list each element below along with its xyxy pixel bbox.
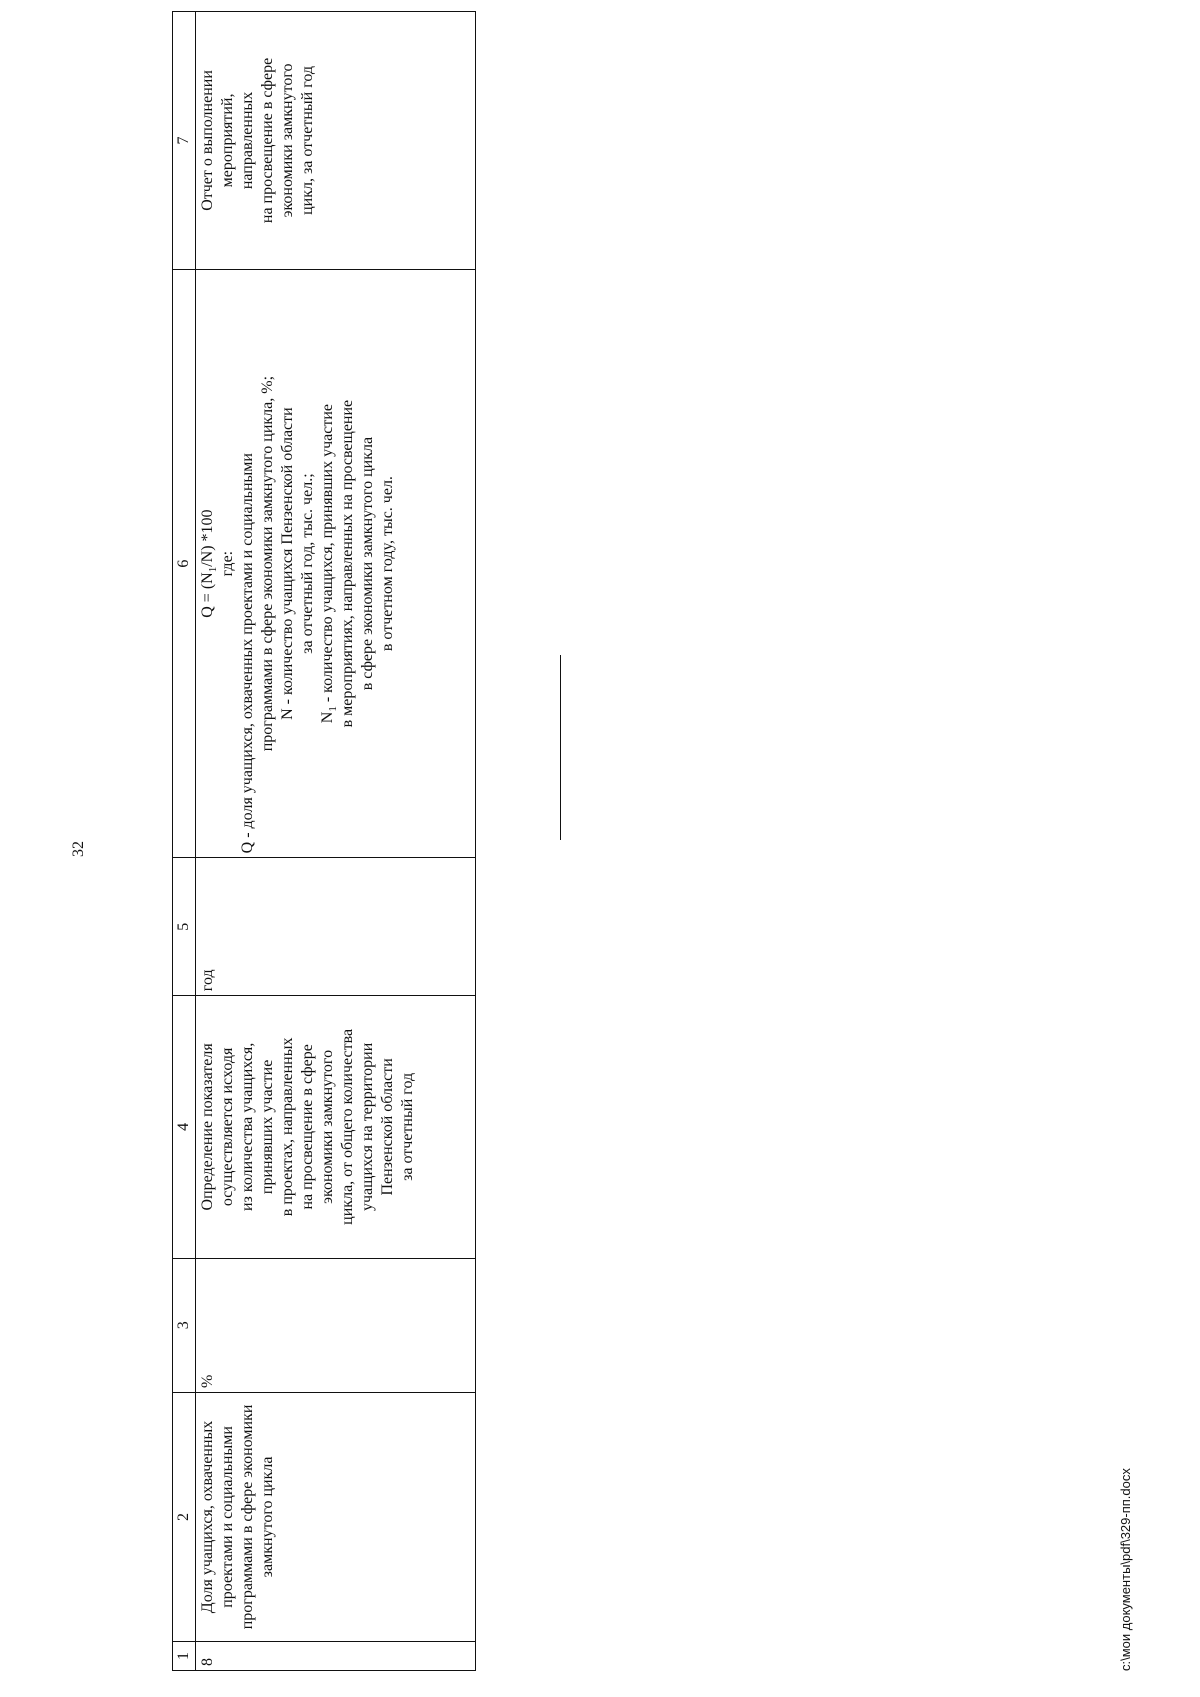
text-line: Пензенской области <box>379 1058 396 1196</box>
where-line: где: <box>219 550 236 577</box>
formula-subscript: 1 <box>207 566 220 573</box>
header-cell-5: 5 <box>173 858 196 996</box>
formula-prefix: Q = (N <box>199 572 216 618</box>
n-description-line: N - количество учащихся Пензенской области <box>279 407 296 720</box>
text-line: осуществляется исходя <box>219 1047 236 1207</box>
indicator-name <box>196 1393 476 1642</box>
text-line: экономики замкнутого <box>319 1049 336 1204</box>
header-cell-2: 2 <box>173 1393 196 1642</box>
section-divider <box>560 655 561 840</box>
file-path-footer: c:\мои документы\pdf\329-пп.docx <box>1118 1468 1133 1671</box>
text-line: экономики замкнутого <box>279 63 296 218</box>
n1-description-line: в мероприятиях, направленных на просвещение <box>339 399 356 728</box>
formula-line <box>198 274 218 853</box>
text-line: Отчет о выполнении <box>199 70 216 211</box>
n1-description-line <box>318 274 338 853</box>
header-cell-1: 1 <box>173 1641 196 1670</box>
text-line: программами в сфере экономики <box>239 1404 256 1630</box>
n1-description-line: в сфере экономики замкнутого цикла <box>359 436 376 691</box>
text-line: Определение показателя <box>199 1043 216 1211</box>
text-line: замкнутого цикла <box>259 1456 276 1578</box>
unit-cell: % <box>196 1258 476 1393</box>
period-cell: год <box>196 858 476 996</box>
n-description-line: за отчетный год, тыс. чел.; <box>299 473 316 654</box>
n1-symbol: N <box>319 711 336 724</box>
header-cell-3: 3 <box>173 1258 196 1393</box>
formula-suffix: /N) *100 <box>199 509 216 567</box>
definition-cell <box>196 996 476 1258</box>
indicator-table <box>172 11 476 1671</box>
q-description-line: Q - доля учащихся, охваченных проектами и социальными <box>239 453 256 854</box>
text-line: за отчетный год <box>399 1072 416 1181</box>
table-row <box>196 12 476 1671</box>
page-number: 32 <box>70 841 87 857</box>
text-line: направленных <box>239 91 256 190</box>
text-line: учащихся на территории <box>359 1042 376 1211</box>
n1-subscript: 1 <box>327 706 340 712</box>
header-row <box>173 12 196 1671</box>
n1-description-line: в отчетном году, тыс. чел. <box>379 476 396 652</box>
row-number: 8 <box>196 1641 476 1670</box>
text-line: в проектах, направленных <box>279 1037 296 1217</box>
header-cell-4: 4 <box>173 996 196 1258</box>
formula-cell <box>196 269 476 857</box>
text-line: Доля учащихся, охваченных <box>199 1420 216 1614</box>
text-line: проектами и социальными <box>219 1426 236 1608</box>
n1-text: - количество учащихся, принявших участие <box>319 404 336 707</box>
text-line: на просвещение в сфере <box>259 57 276 224</box>
source-cell <box>196 12 476 270</box>
header-cell-6: 6 <box>173 269 196 857</box>
text-line: на просвещение в сфере <box>299 1044 316 1210</box>
q-description-line: программами в сфере экономики замкнутого цикла, %; <box>259 375 276 752</box>
text-line: цикл, за отчетный год <box>299 65 316 215</box>
text-line: из количества учащихся, <box>239 1042 256 1212</box>
text-line: мероприятий, <box>219 93 236 188</box>
header-cell-7: 7 <box>173 12 196 270</box>
text-line: принявших участие <box>259 1059 276 1195</box>
text-line: цикла, от общего количества <box>339 1028 356 1225</box>
